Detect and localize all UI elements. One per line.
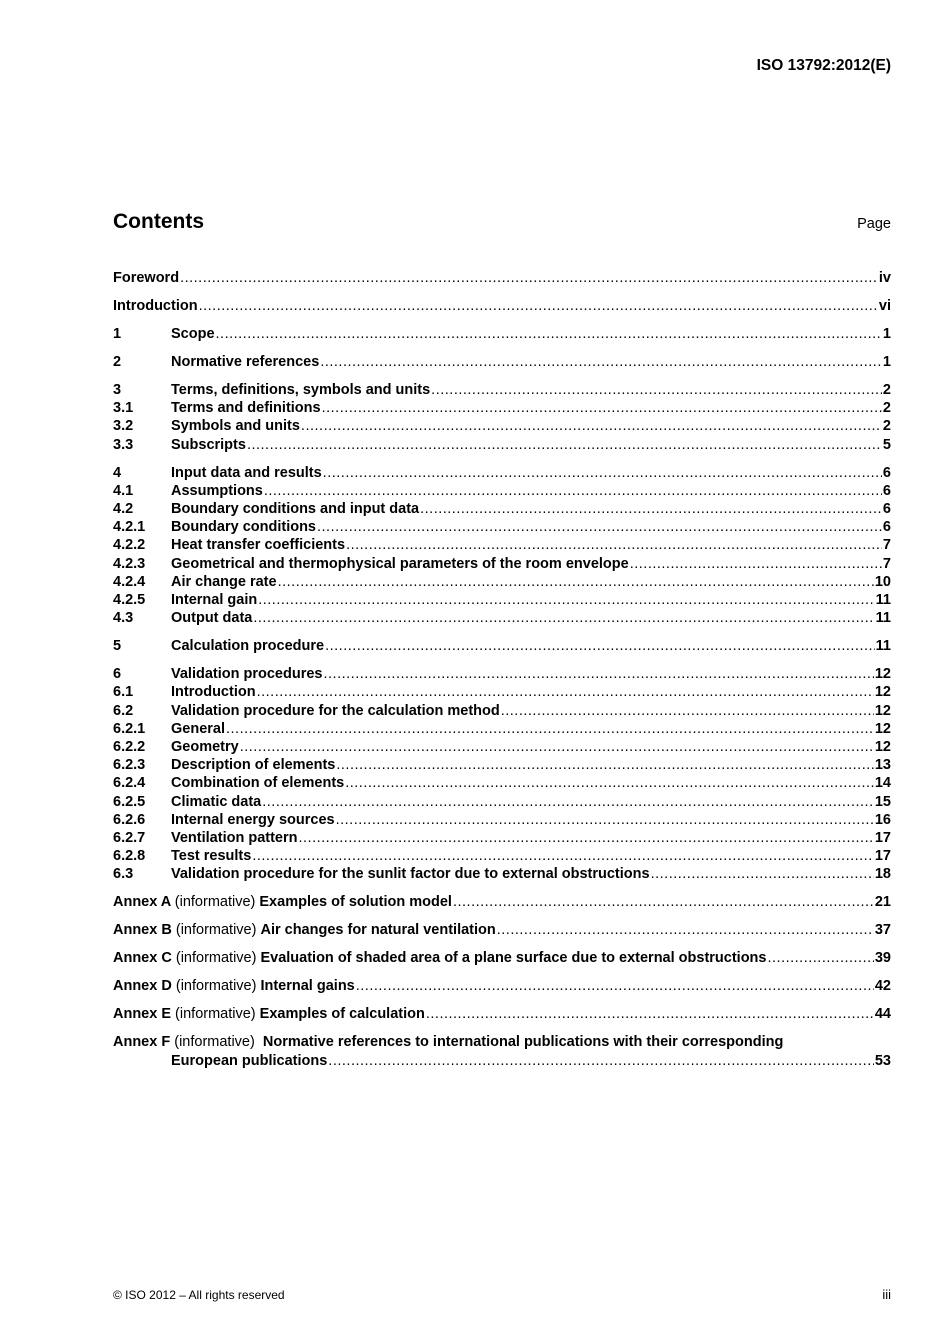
- toc-entry-page: 1: [882, 326, 891, 342]
- toc-entry-page: 7: [882, 555, 891, 572]
- annex-prefix: [113, 1005, 260, 1023]
- dot-leader: [240, 738, 874, 756]
- toc-entry-number: 6.3: [113, 866, 134, 883]
- annex-page: 21: [874, 894, 891, 911]
- annex-page: 37: [874, 922, 891, 939]
- toc-entry-title: Validation procedure for the calculation method: [171, 702, 500, 719]
- toc-entry[interactable]: [113, 774, 891, 792]
- dot-leader: [199, 297, 878, 315]
- annex-title-continuation-row: [113, 1052, 891, 1070]
- toc-entry[interactable]: [113, 269, 891, 287]
- toc-entry[interactable]: [113, 637, 891, 655]
- dot-leader: [301, 417, 882, 435]
- toc-entry-number: 6.2.1: [113, 720, 146, 737]
- dot-leader: [320, 353, 882, 371]
- toc-entry[interactable]: [113, 555, 891, 573]
- annex-prefix: [113, 977, 260, 995]
- annex-id: Annex D: [113, 978, 172, 995]
- toc-entry-page: 12: [874, 702, 891, 719]
- toc-entry[interactable]: [113, 325, 891, 343]
- toc-entry[interactable]: [113, 793, 891, 811]
- annex-title: Evaluation of shaded area of a plane surface due to external obstructions: [260, 950, 767, 967]
- toc-entry[interactable]: [113, 609, 891, 627]
- toc-entry-number: 5: [113, 638, 122, 655]
- toc-annex-entry[interactable]: [113, 921, 891, 939]
- annex-title: Internal gains: [260, 978, 355, 995]
- toc-entry-title: Test results: [171, 848, 252, 865]
- toc-entry-title: Terms, definitions, symbols and units: [171, 382, 431, 398]
- dot-leader: [651, 865, 874, 883]
- toc-entry-page: 2: [882, 418, 891, 435]
- toc-entry-page: 11: [875, 592, 891, 609]
- toc-entry-page: 7: [882, 537, 891, 554]
- toc-entry-title: Introduction: [171, 684, 256, 701]
- toc-entry-title: Symbols and units: [171, 418, 300, 435]
- toc-entry-title: General: [171, 720, 225, 737]
- toc-entry-page: 17: [874, 830, 891, 847]
- dot-leader: [317, 518, 882, 536]
- toc-entry[interactable]: [113, 738, 891, 756]
- toc-entry-page: 11: [875, 638, 891, 655]
- toc-entry-page: 15: [874, 793, 891, 810]
- toc-entry-title: Internal gain: [171, 592, 258, 609]
- annex-prefix: [113, 893, 259, 911]
- toc-entry-title: Validation procedures: [171, 666, 323, 683]
- dot-leader: [180, 269, 878, 287]
- toc-entry-page: 6: [882, 482, 891, 499]
- toc-entry[interactable]: [113, 865, 891, 883]
- page-title: Contents: [113, 210, 204, 233]
- copyright-notice: © ISO 2012 – All rights reserved: [113, 1288, 285, 1302]
- dot-leader: [324, 665, 874, 683]
- toc-entry[interactable]: [113, 297, 891, 315]
- toc-entry[interactable]: [113, 665, 891, 683]
- toc-entry[interactable]: [113, 518, 891, 536]
- dot-leader: [253, 609, 874, 627]
- annex-kind: (informative): [174, 894, 256, 911]
- annex-title: Normative references to international publications with their corresponding: [262, 1034, 784, 1051]
- dot-leader: [501, 702, 874, 720]
- dot-leader: [252, 847, 874, 865]
- toc-entry-number: 4: [113, 464, 122, 481]
- toc-entry-title: Validation procedure for the sunlit factor due to external obstructions: [171, 866, 650, 883]
- toc-entry-number: 6.2.2: [113, 739, 146, 756]
- toc-entry[interactable]: [113, 381, 891, 399]
- dot-leader: [767, 949, 873, 967]
- toc-entry-number: 3.2: [113, 418, 134, 435]
- dot-leader: [431, 381, 882, 399]
- annex-page: 42: [874, 978, 891, 995]
- toc-entry[interactable]: [113, 399, 891, 417]
- toc-entry-number: 4.2.1: [113, 519, 146, 536]
- toc-entry[interactable]: [113, 811, 891, 829]
- toc-entry-page: 6: [882, 464, 891, 481]
- toc-entry-number: 6: [113, 666, 122, 683]
- toc-entry-number: 4.1: [113, 482, 134, 499]
- toc-entry-number: 6.2.3: [113, 757, 146, 774]
- toc-entry-page: 16: [874, 811, 891, 828]
- annex-prefix: [113, 921, 260, 939]
- toc-entry-number: 6.2.7: [113, 830, 146, 847]
- dot-leader: [322, 399, 882, 417]
- toc-entry-page: 12: [874, 666, 891, 683]
- toc-entry-page: vi: [878, 298, 891, 314]
- toc-entry[interactable]: [113, 683, 891, 701]
- toc-entry[interactable]: [113, 702, 891, 720]
- dot-leader: [226, 720, 874, 738]
- annex-id: Annex C: [113, 950, 172, 967]
- toc-entry-number: 3: [113, 382, 122, 398]
- dot-leader: [420, 500, 882, 518]
- toc-annex-entry[interactable]: [113, 893, 891, 911]
- toc-annex-entry[interactable]: [113, 977, 891, 995]
- toc-entry-page: 11: [875, 610, 891, 627]
- toc-annex-entry[interactable]: [113, 949, 891, 967]
- toc-entry-title: Subscripts: [171, 436, 246, 453]
- toc-entry-title: Foreword: [113, 270, 180, 286]
- toc-entry[interactable]: [113, 847, 891, 865]
- annex-prefix: [113, 949, 260, 967]
- toc-entry-number: 4.2.3: [113, 555, 146, 572]
- toc-entry[interactable]: [113, 536, 891, 554]
- toc-entry[interactable]: [113, 573, 891, 591]
- toc-entry-number: 4.3: [113, 610, 134, 627]
- toc-entry-title: Climatic data: [171, 793, 262, 810]
- dot-leader: [336, 811, 874, 829]
- toc-entry-page: 12: [874, 684, 891, 701]
- dot-leader: [453, 893, 874, 911]
- toc-entry-title: Internal energy sources: [171, 811, 335, 828]
- page-number: iii: [882, 1287, 891, 1302]
- toc-entry-page: 5: [882, 436, 891, 453]
- toc-entry-number: 3.3: [113, 436, 134, 453]
- toc-entry-title: Geometry: [171, 739, 239, 756]
- toc-entry-page: 13: [874, 757, 891, 774]
- toc-entry[interactable]: [113, 591, 891, 609]
- annex-title-continuation: European publications: [171, 1052, 328, 1069]
- toc-entry-page: 2: [882, 382, 891, 398]
- toc-entry[interactable]: [113, 464, 891, 482]
- toc-entry-title: Output data: [171, 610, 253, 627]
- toc-entry[interactable]: [113, 353, 891, 371]
- toc-entry-page: 18: [874, 866, 891, 883]
- annex-kind: (informative): [175, 950, 257, 967]
- toc-entry-number: 1: [113, 326, 122, 342]
- toc-entry-title: Assumptions: [171, 482, 263, 499]
- toc-entry-number: 2: [113, 354, 122, 370]
- toc-entry[interactable]: [113, 756, 891, 774]
- annex-id: Annex F: [113, 1034, 171, 1051]
- dot-leader: [325, 637, 875, 655]
- annex-kind: (informative): [174, 1034, 255, 1051]
- toc-entry-number: 4.2: [113, 501, 134, 518]
- dot-leader: [258, 591, 874, 609]
- annex-id: Annex E: [113, 1006, 172, 1023]
- toc-annex-entry[interactable]: [113, 1033, 891, 1069]
- toc-entry-number: 6.2: [113, 702, 134, 719]
- dot-leader: [216, 325, 882, 343]
- toc-entry-page: iv: [878, 270, 891, 286]
- toc-entry-title: Normative references: [171, 354, 320, 370]
- toc-entry-page: 17: [874, 848, 891, 865]
- toc-entry-title: Combination of elements: [171, 775, 345, 792]
- dot-leader: [299, 829, 874, 847]
- annex-id: Annex B: [113, 922, 172, 939]
- toc-entry-title: Air change rate: [171, 573, 277, 590]
- toc-entry-number: 6.2.8: [113, 848, 146, 865]
- toc-entry-title: Terms and definitions: [171, 400, 321, 417]
- toc-entry-title: Boundary conditions: [171, 519, 316, 536]
- toc-entry-page: 2: [882, 400, 891, 417]
- dot-leader: [323, 464, 882, 482]
- dot-leader: [346, 536, 882, 554]
- dot-leader: [356, 977, 874, 995]
- dot-leader: [257, 683, 874, 701]
- annex-kind: (informative): [175, 978, 257, 995]
- toc-entry-number: 4.2.5: [113, 592, 146, 609]
- toc-entry[interactable]: [113, 829, 891, 847]
- dot-leader: [630, 555, 882, 573]
- dot-leader: [247, 436, 882, 454]
- annex-title: Examples of solution model: [259, 894, 452, 911]
- toc-entry-page: 1: [882, 354, 891, 370]
- annex-page: 53: [874, 1052, 891, 1069]
- toc-entry-title: Ventilation pattern: [171, 830, 298, 847]
- toc-entry[interactable]: [113, 720, 891, 738]
- toc-entry-title: Geometrical and thermophysical parameters of the room envelope: [171, 555, 629, 572]
- toc-entry-title: Introduction: [113, 298, 198, 314]
- document-id: ISO 13792:2012(E): [756, 57, 891, 74]
- dot-leader: [262, 793, 874, 811]
- toc-entry-number: 6.2.4: [113, 775, 146, 792]
- toc-entry-page: 12: [874, 739, 891, 756]
- toc-entry-number: 6.2.5: [113, 793, 146, 810]
- annex-kind: (informative): [175, 1006, 256, 1023]
- dot-leader: [264, 482, 882, 500]
- annex-page: 39: [874, 950, 891, 967]
- toc-entry[interactable]: [113, 482, 891, 500]
- dot-leader: [426, 1005, 874, 1023]
- toc-entry-number: 3.1: [113, 400, 134, 417]
- toc-annex-entry[interactable]: [113, 1005, 891, 1023]
- dot-leader: [345, 774, 874, 792]
- annex-page: 44: [874, 1006, 891, 1023]
- toc-entry-title: Input data and results: [171, 464, 322, 481]
- toc-entry-page: 12: [874, 720, 891, 737]
- toc-entry-number: 6.2.6: [113, 811, 146, 828]
- toc-entry-title: Boundary conditions and input data: [171, 501, 420, 518]
- toc-entry-title: Heat transfer coefficients: [171, 537, 346, 554]
- annex-title: Air changes for natural ventilation: [260, 922, 496, 939]
- dot-leader: [336, 756, 873, 774]
- toc-entry-title: Scope: [171, 326, 215, 342]
- table-of-contents: [113, 269, 891, 1070]
- dot-leader: [328, 1052, 874, 1070]
- annex-prefix: [113, 1034, 263, 1050]
- toc-entry-page: 6: [882, 519, 891, 536]
- dot-leader: [497, 921, 874, 939]
- toc-entry-number: 4.2.4: [113, 573, 146, 590]
- toc-entry[interactable]: [113, 417, 891, 435]
- page-column-label: Page: [857, 216, 891, 232]
- toc-entry-number: 6.1: [113, 684, 134, 701]
- toc-entry[interactable]: [113, 500, 891, 518]
- toc-entry-page: 10: [874, 573, 891, 590]
- toc-entry-title: Description of elements: [171, 757, 336, 774]
- annex-title: Examples of calculation: [259, 1006, 425, 1023]
- toc-entry[interactable]: [113, 436, 891, 454]
- toc-entry-title: Calculation procedure: [171, 638, 325, 655]
- toc-entry-number: 4.2.2: [113, 537, 146, 554]
- annex-id: Annex A: [113, 894, 171, 911]
- toc-entry-page: 14: [874, 775, 891, 792]
- dot-leader: [278, 573, 874, 591]
- toc-entry-page: 6: [882, 501, 891, 518]
- annex-kind: (informative): [175, 922, 257, 939]
